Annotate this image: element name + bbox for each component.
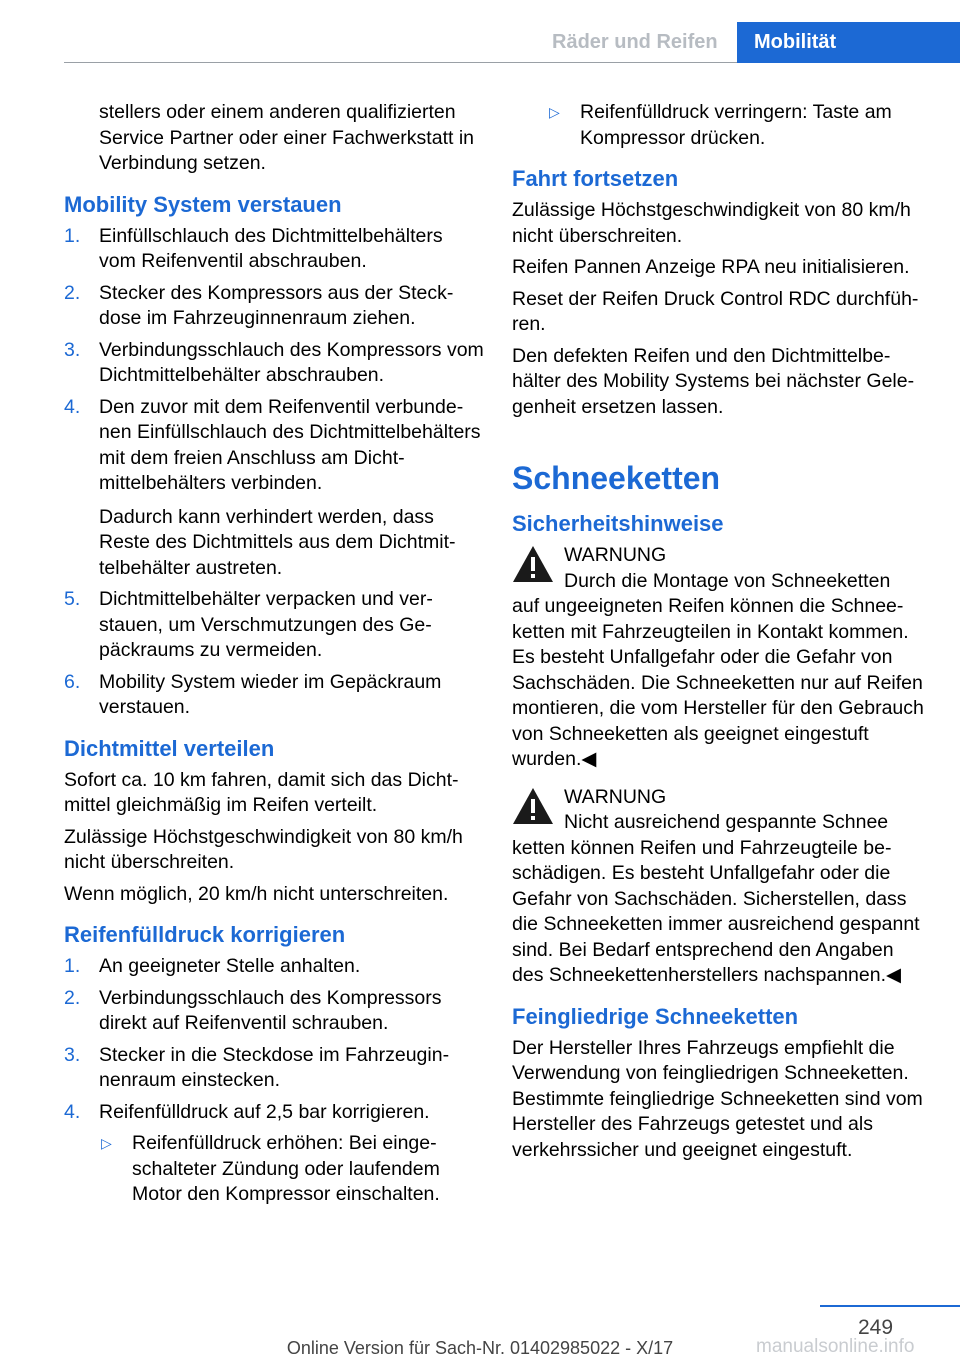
sub-list-item [99, 1131, 484, 1208]
sub-list-item [547, 100, 927, 151]
list-number: 2. [64, 986, 81, 1009]
paragraph: Wenn möglich, 20 km/h nicht unterschreiten. [64, 882, 449, 905]
list-item-text: Einfüllschlauch des Dichtmittelbehälters vom Reifenventil abschrauben. [99, 224, 443, 272]
list-number: 4. [64, 395, 81, 418]
paragraph: Der Hersteller Ihres Fahrzeugs empfiehlt die Verwendung von feingliedrigen Schneeketten. Bestimmte feingliedrige Schneeketten sind vom Hersteller des Fahrzeugs getestet und als verkehrssicher und geeignet eingestuft. [512, 1036, 923, 1161]
warning-block [512, 785, 927, 989]
paragraph: Den defekten Reifen und den Dichtmittelbehälter des Mobility Systems bei nächster Gelegenheit ersetzen lassen. [512, 344, 915, 418]
warning-label: WARNUNG [564, 544, 667, 566]
warning-text: auf ungeeigneten Reifen können die Schneeketten mit Fahrzeugteilen in Kontakt kommen. Es besteht Unfallgefahr oder die Gefahr von Sachschäden. Die Schneeketten nur auf Reifen montieren, die vom Hersteller für den Gebrauch von Schneeketten als geeignet eingestuft wurden.◀ [512, 595, 924, 770]
list-number: 3. [64, 338, 81, 361]
list-item [64, 1100, 484, 1214]
warning-block [512, 543, 927, 773]
sub-list-text: Reifenfülldruck erhöhen: Bei eingeschalteter Zündung oder laufendem Motor den Kompressor einschalten. [132, 1132, 440, 1205]
list-item [64, 281, 484, 332]
list-number: 5. [64, 588, 81, 610]
heading-feingliedrige-schneeketten: Feingliedrige Schneeketten [512, 1003, 799, 1029]
list-item [64, 338, 484, 389]
list-item [64, 587, 484, 664]
left-column [64, 100, 484, 1220]
footer-rule [820, 1305, 960, 1307]
list-number: 2. [64, 281, 81, 304]
list-item [64, 670, 484, 721]
list-number: 1. [64, 224, 81, 247]
list-item-text: Den zuvor mit dem Reifenventil verbundenen Einfüllschlauch des Dichtmittelbehälters mit dem freien Anschluss am Dichtmittelbehälters verbinden. [99, 395, 481, 494]
warning-first-line: Nicht ausreichend gespannte Schnee [564, 811, 889, 833]
warning-first-line: Durch die Montage von Schneeketten [564, 569, 891, 592]
list-item [64, 224, 484, 275]
list-item-note: Dadurch kann verhindert werden, dass Reste des Dichtmittels aus dem Dichtmittelbehälter austreten. [99, 505, 456, 579]
paragraph: Zulässige Höchstgeschwindigkeit von 80 km/h nicht überschreiten. [64, 825, 463, 873]
warning-triangle-icon [512, 545, 554, 583]
korrigieren-list [64, 954, 484, 1214]
list-item-text: Verbindungsschlauch des Kompressors direkt auf Reifenventil schrauben. [99, 986, 442, 1034]
list-item-text: An geeigneter Stelle anhalten. [99, 955, 361, 977]
sub-list [99, 1131, 484, 1208]
section-tab[interactable]: Räder und Reifen [552, 31, 718, 53]
right-column [512, 100, 927, 1169]
online-version-note: Online Version für Sach-Nr. 01402985022 - X/17 [286, 1338, 674, 1358]
paragraph: Reifen Pannen Anzeige RPA neu initialisieren. [512, 256, 910, 278]
list-item [64, 954, 484, 980]
list-number: 6. [64, 670, 81, 693]
warning-triangle-icon [512, 787, 554, 825]
sub-list-text: Reifenfülldruck verringern: Taste am Kompressor drücken. [580, 101, 892, 149]
page-number: 249 [858, 1316, 894, 1339]
heading-mobility-verstauen: Mobility System verstauen [64, 191, 342, 217]
watermark: manualsonline.info [756, 1336, 915, 1357]
list-number: 3. [64, 1043, 81, 1066]
heading-schneeketten: Schneeketten [512, 460, 721, 496]
list-item-text: Reifenfülldruck auf 2,5 bar korrigieren. [99, 1100, 430, 1123]
heading-fahrt-fortsetzen: Fahrt fortsetzen [512, 166, 679, 191]
list-item-text: Stecker des Kompressors aus der Steckdose im Fahrzeuginnenraum ziehen. [99, 281, 454, 329]
triangle-right-icon: ▷ [101, 1135, 112, 1151]
paragraph: Sofort ca. 10 km fahren, damit sich das Dichtmittel gleichmäßig im Reifen verteilt. [64, 768, 459, 816]
paragraph: Reset der Reifen Druck Control RDC durchführen. [512, 287, 919, 335]
intro-paragraph: stellers oder einem anderen qualifizierten Service Partner oder einer Fachwerkstatt in Verbindung setzen. [99, 101, 474, 174]
paragraph: Zulässige Höchstgeschwindigkeit von 80 km/h nicht überschreiten. [512, 199, 911, 247]
heading-sicherheitshinweise: Sicherheitshinweise [512, 511, 724, 536]
warning-text: ketten können Reifen und Fahrzeugteile beschädigen. Es besteht Unfallgefahr oder die Gefahr von Sachschäden. Sicherstellen, dass die Schneeketten immer ausreichend gespannt sind. Bei Bedarf entsprechend den Angaben des Schneekettenherstellers nachspannen.◀ [512, 836, 920, 986]
triangle-right-icon: ▷ [549, 104, 560, 120]
verstauen-list [64, 224, 484, 721]
list-number: 4. [64, 1100, 81, 1123]
heading-dichtmittel-verteilen: Dichtmittel verteilen [64, 735, 275, 761]
heading-reifenfuelldruck: Reifenfülldruck korrigieren [64, 922, 346, 947]
list-number: 1. [64, 955, 81, 977]
list-item [64, 1043, 484, 1094]
list-item [64, 986, 484, 1037]
list-item-text: Mobility System wieder im Gepäckraum verstauen. [99, 670, 442, 718]
list-item-text: Stecker in die Steckdose im Fahrzeuginnenraum einstecken. [99, 1043, 450, 1091]
list-item-text: Verbindungsschlauch des Kompressors vom Dichtmittelbehälter abschrauben. [99, 338, 484, 386]
list-item-text: Dichtmittelbehälter verpacken und verstauen, um Verschmutzungen des Gepäckraums zu vermeiden. [99, 588, 433, 661]
warning-label: WARNUNG [564, 785, 667, 808]
list-item [64, 395, 484, 582]
sub-list [512, 100, 927, 151]
chapter-tab-active[interactable]: Mobilität [737, 22, 960, 63]
